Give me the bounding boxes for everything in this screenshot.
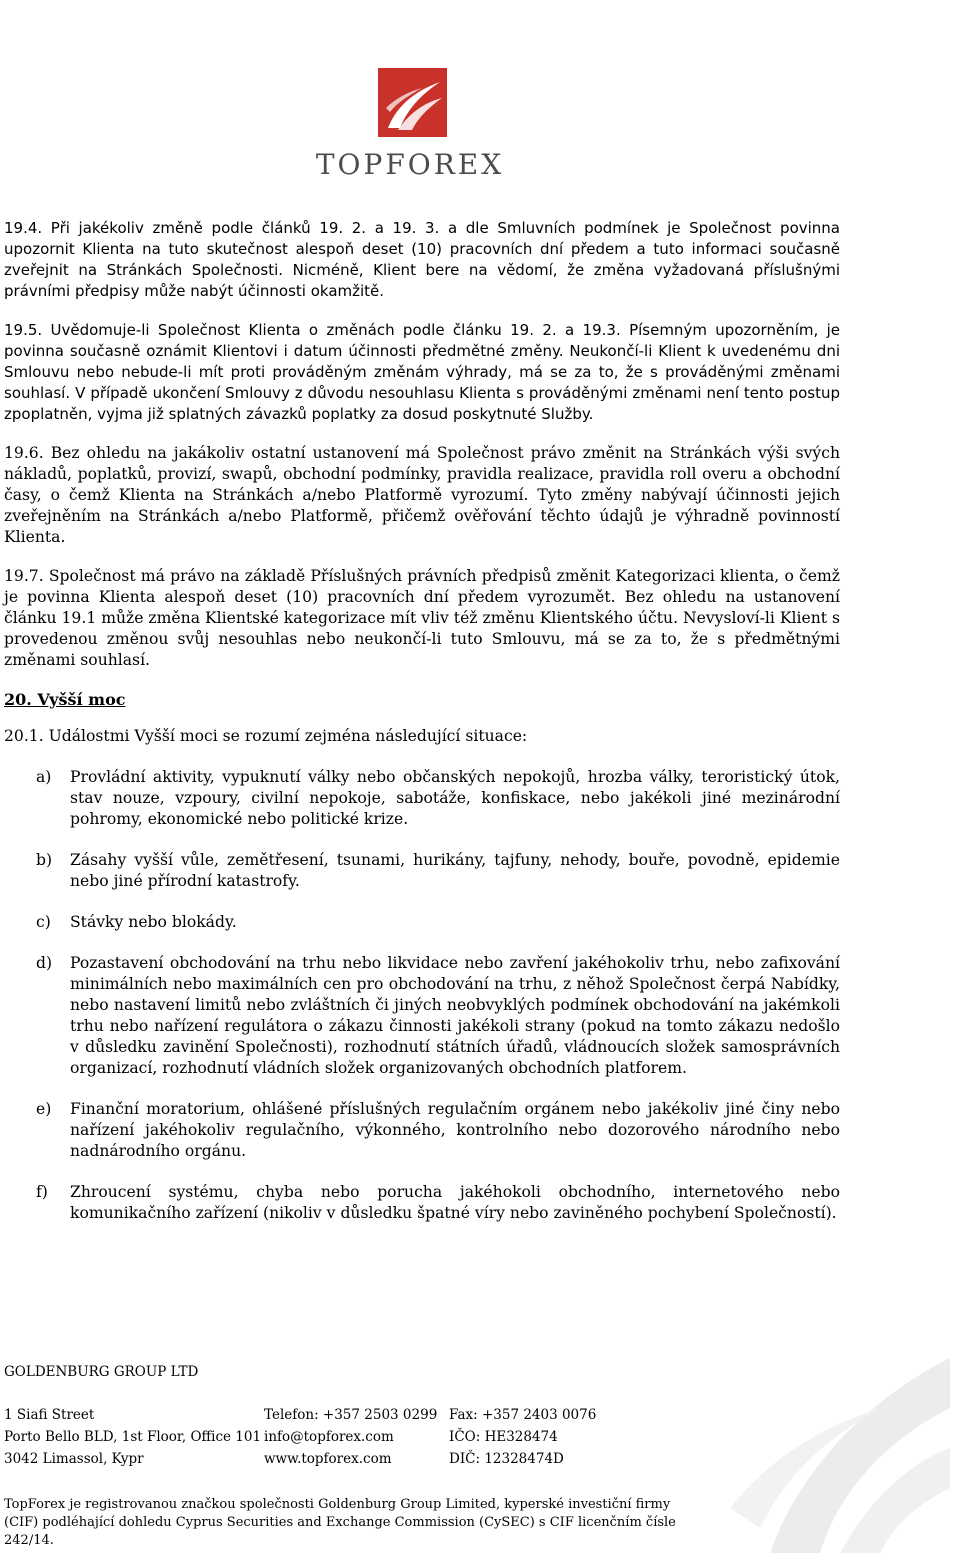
section-intro: 20.1. Událostmi Vyšší moci se rozumí zejména následující situace: — [4, 727, 528, 745]
list-item — [4, 1099, 840, 1162]
footer-contact — [264, 1404, 437, 1470]
paragraph-19-6: 19.6. Bez ohledu na jakákoliv ostatní ustanovení má Společnost právo změnit na Stránkách výši svých nákladů, poplatků, provizí, swapů, obchodní podmínky, pravidla realizace, pravidla roll overu a obchodní časy, o čemž Klienta na Stránkách a/nebo Platformě vyrozumí. Tyto změny nabývají účinnosti jejich zveřejněním na Stránkách a/nebo Platformě, přičemž ověřování těchto údajů je výhradně povinností Klienta. — [4, 444, 840, 546]
paragraph-19-4: 19.4. Při jakékoliv změně podle článků 19. 2. a 19. 3. a dle Smluvních podmínek je Společnost povinna upozornit Klienta na tuto skutečnost alespoň deset (10) pracovních dní předem a tuto informaci současně zveřejnit na Stránkách Společnosti. Nicméně, Klient bere na vědomí, že změna vyžadovaná příslušnými právními předpisy může nabýt účinnosti okamžitě. — [4, 219, 840, 300]
footer-address — [4, 1404, 261, 1470]
list-item-text: Zásahy vyšší vůle, zemětřesení, tsunami, hurikány, tajfuny, nehody, bouře, povodně, epidemie nebo jiné přírodní katastrofy. — [70, 851, 840, 890]
list-marker: b) — [36, 851, 53, 869]
dic-line: DIČ: 12328474D — [449, 1451, 564, 1467]
list-item — [4, 767, 840, 830]
section-heading: 20. Vyšší moc — [4, 690, 126, 709]
list-item-text: Pozastavení obchodování na trhu nebo likvidace nebo zavření jakéhokoliv trhu, nebo zafixování minimálních nebo maximálních cen pro obchodování na trhu, z něhož Společnost čerpá Nabídky, nebo nastavení limitů nebo zvláštních či jiných neobvyklých podmínek obchodování na jakémkoli trhu nebo nařízení regulátora o zákazu činnosti jakékoli strany (pokud na tomto zákazu nedošlo v důsledku zavinění Společnosti), rozhodnutí státních úřadů, vládnoucích složek samosprávních organizací, rozhodnutí vládních složek organizovaných obchodních platforem. — [70, 954, 840, 1077]
contact-email[interactable]: info@topforex.com — [264, 1429, 394, 1445]
list-item — [4, 912, 840, 933]
logo-wordmark: TOPFOREX — [315, 148, 505, 181]
list-item-text: Provládní aktivity, vypuknutí války nebo občanských nepokojů, hrozba války, teroristický útok, stav nouze, vzpoury, civilní nepokoje, sabotáže, konfiskace, nebo jakékoli jiné mezinárodní pohromy, ekonomické nebo politické krize. — [70, 768, 840, 828]
paragraph-19-7: 19.7. Společnost má právo na základě Příslušných právních předpisů změnit Kategorizaci klienta, o čemž je povinna Klienta alespoň deset (10) pracovních dní předem vyrozumět. Bez ohledu na ustanovení článku 19.1 může změna Klientské kategorizace mít vliv též změnu Klientského účtu. Nevysloví-li Klient s provedenou změnou svůj nesouhlas nebo neukončí-li tuto Smlouvu, má se za to, že s předmětnými změnami souhlasí. — [4, 567, 840, 669]
contact-website[interactable]: www.topforex.com — [264, 1451, 392, 1467]
list-marker: a) — [36, 768, 52, 786]
list-item-text: Stávky nebo blokády. — [70, 913, 237, 931]
fax-line: Fax: +357 2403 0076 — [449, 1407, 597, 1423]
list-marker: d) — [36, 954, 53, 972]
footer-ids — [449, 1404, 596, 1470]
list-item — [4, 953, 840, 1079]
address-line: Porto Bello BLD, 1st Floor, Office 101 — [4, 1429, 262, 1445]
logo-swoosh-icon — [378, 68, 447, 137]
list-marker: e) — [36, 1100, 52, 1118]
logo-mark — [378, 68, 447, 137]
list-item — [4, 1182, 840, 1224]
list-item-text: Finanční moratorium, ohlášené příslušných regulačním orgánem nebo jakékoliv jiné činy nebo nařízení jakéhokoliv regulačního, výkonného, kontrolního nebo dozorového národního nebo nadnárodního orgánu. — [70, 1100, 840, 1160]
contact-phone: Telefon: +357 2503 0299 — [264, 1407, 438, 1423]
address-line: 1 Siafi Street — [4, 1407, 95, 1423]
watermark-swoosh-icon — [730, 1338, 950, 1553]
footer-company: GOLDENBURG GROUP LTD — [4, 1364, 199, 1380]
ico-line: IČO: HE328474 — [449, 1429, 558, 1445]
footer-legal-notice: TopForex je registrovanou značkou společnosti Goldenburg Group Limited, kyperské investiční firmy (CIF) podléhající dohledu Cyprus Securities and Exchange Commission (CySEC) s CIF licenčním čísle 242/14. — [4, 1497, 676, 1548]
list-marker: c) — [36, 913, 51, 931]
address-line: 3042 Limassol, Kypr — [4, 1451, 144, 1467]
document-body — [4, 218, 840, 1244]
list-item — [4, 850, 840, 892]
paragraph-19-5: 19.5. Uvědomuje-li Společnost Klienta o změnách podle článku 19. 2. a 19.3. Písemným upozorněním, je povinna současně oznámit Klientovi i datum účinnosti předmětné změny. Neukončí-li Klient k uvedenému dni Smlouvu nebo nebude-li mít proti prováděným změnám výhrady, má se za to, že s prováděnými změnami souhlasí. V případě ukončení Smlouvy z důvodu nesouhlasu Klienta s prováděnými změnami není tento postup zpoplatněn, vyjma již splatných závazků poplatky za dosud poskytnuté Služby. — [4, 321, 840, 423]
topforex-logo — [310, 60, 510, 185]
list-marker: f) — [36, 1183, 48, 1201]
list-item-text: Zhroucení systému, chyba nebo porucha jakéhokoli obchodního, internetového nebo komunikačního zařízení (nikoliv v důsledku špatné víry nebo zaviněného pochybení Společností). — [70, 1183, 840, 1222]
